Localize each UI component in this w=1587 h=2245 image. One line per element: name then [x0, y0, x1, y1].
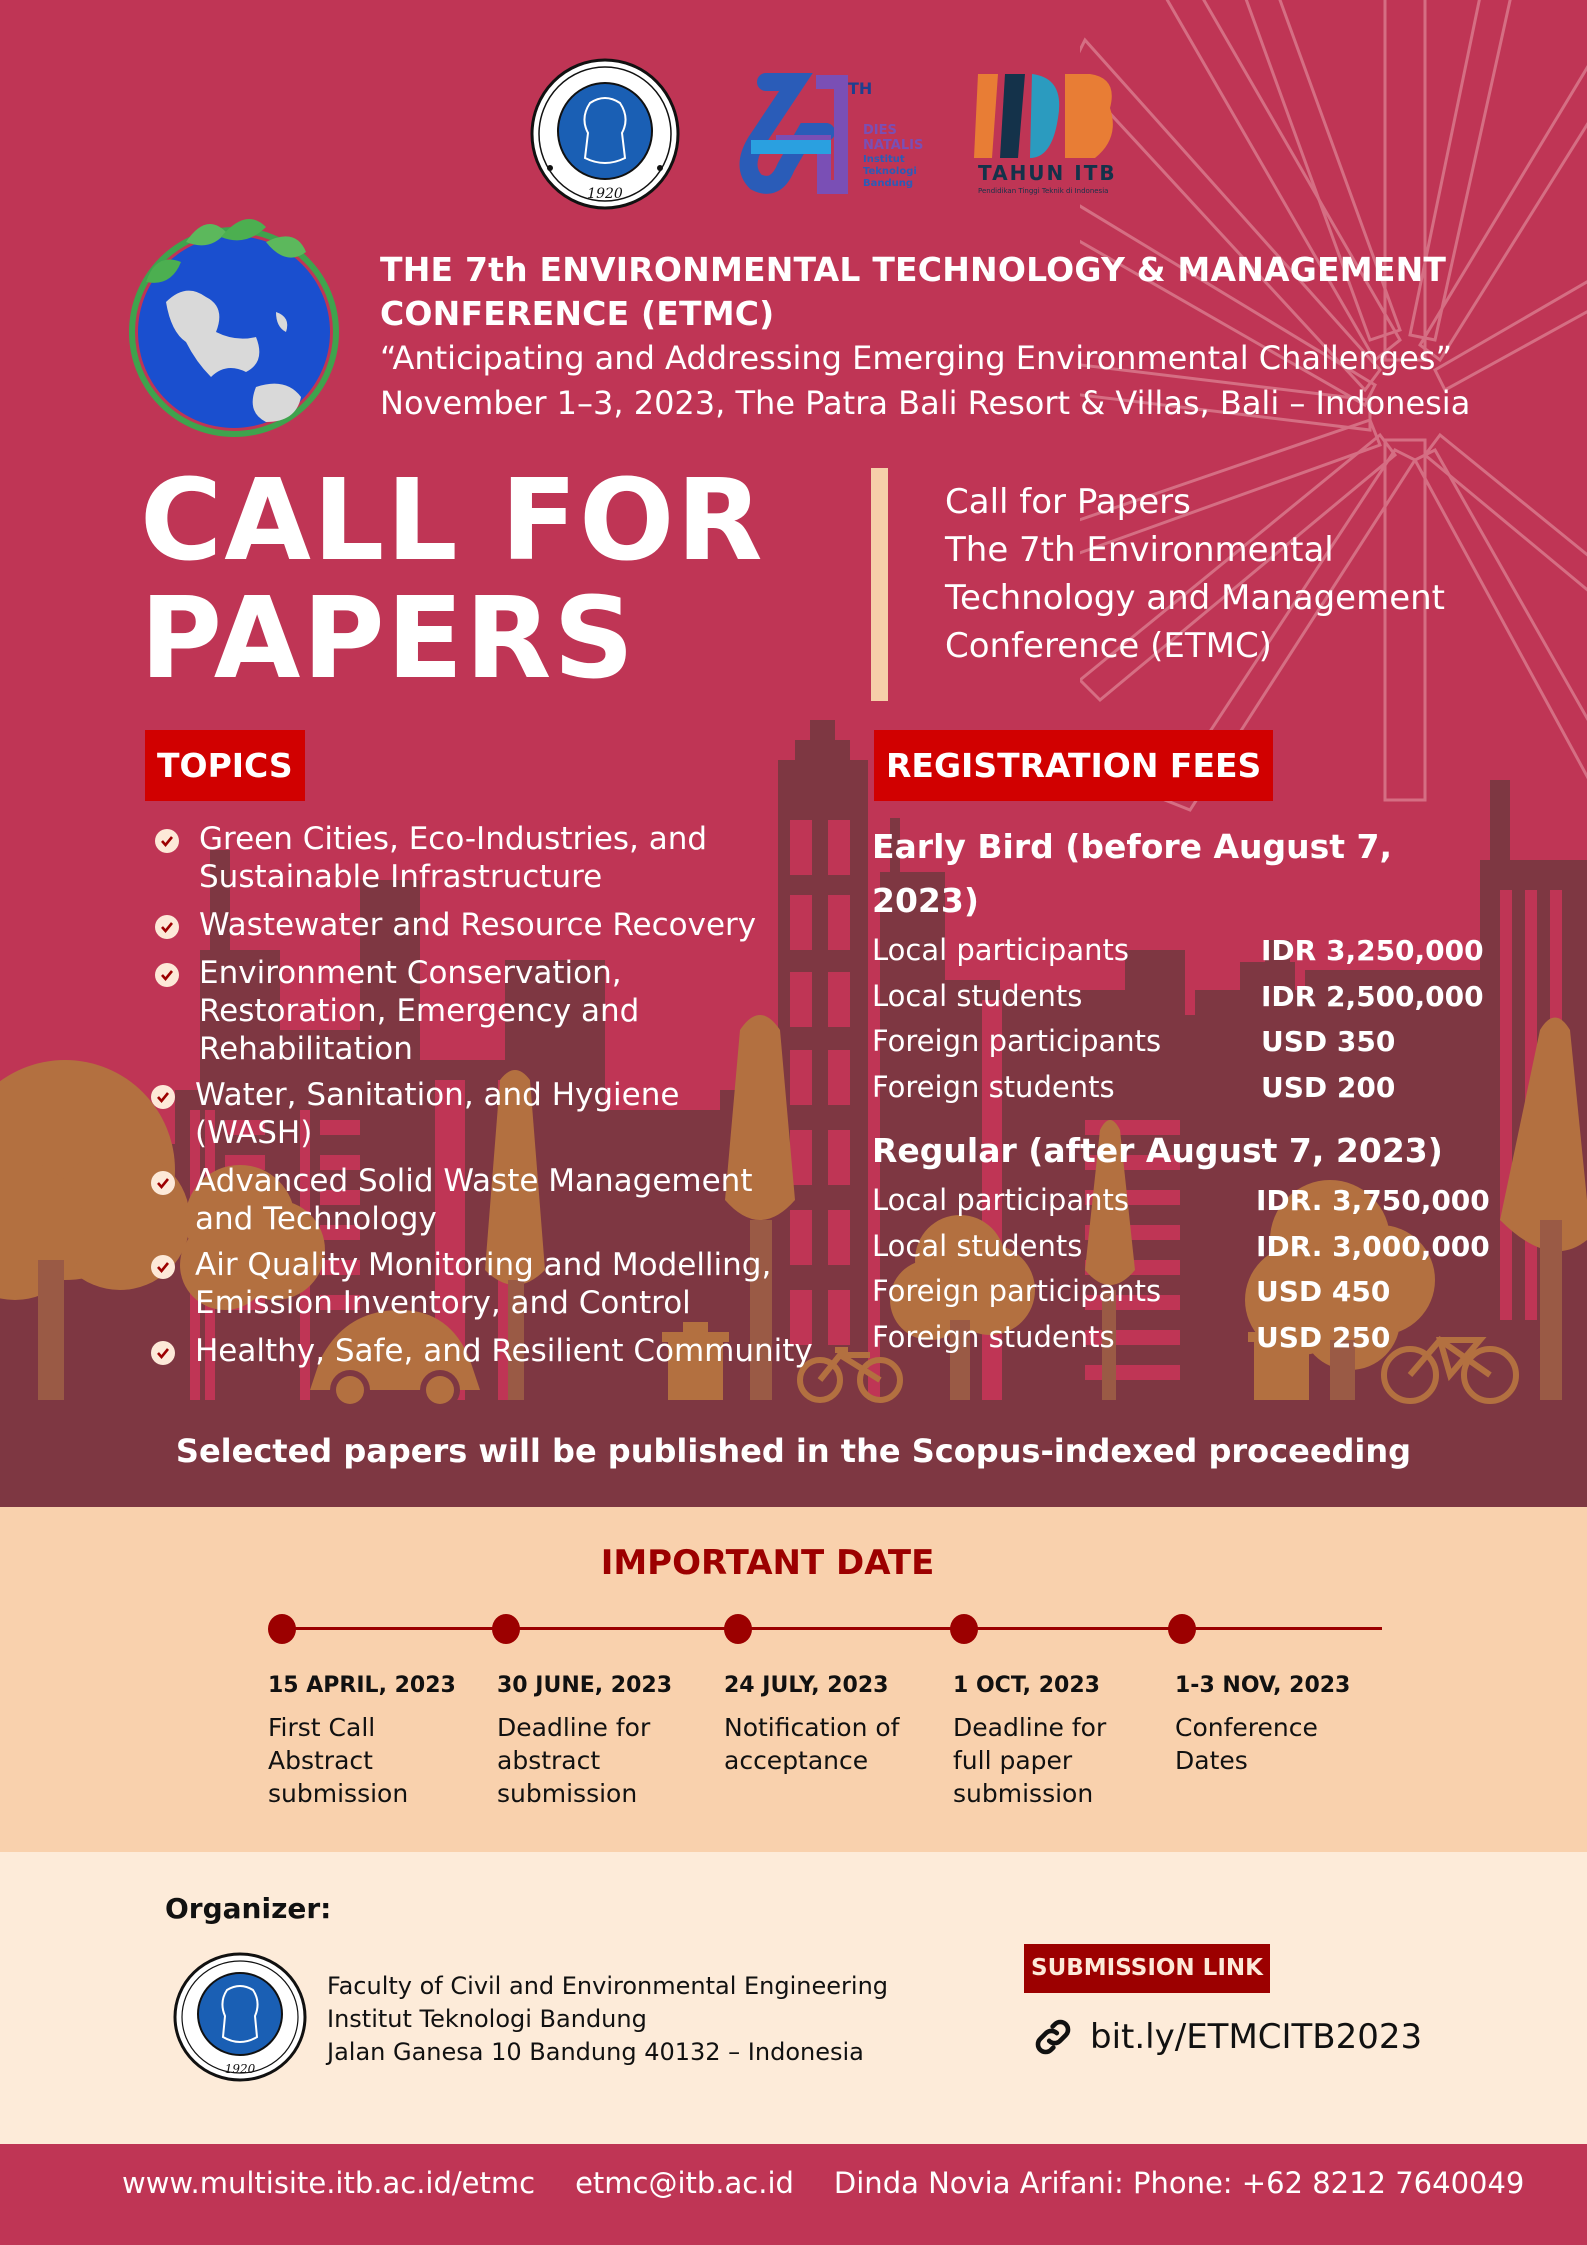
topic-item: Wastewater and Resource Recovery — [155, 906, 855, 944]
itb-seal-logo — [530, 58, 680, 210]
email-link[interactable]: etmc@itb.ac.id — [575, 2166, 794, 2200]
conference-date-venue: November 1–3, 2023, The Patra Bali Resort & Villas, Bali – Indonesia — [380, 384, 1471, 422]
submission-link[interactable]: bit.ly/ETMCITB2023 — [1028, 2014, 1422, 2060]
topic-item: Environment Conservation, Restoration, Emergency and Rehabilitation — [155, 954, 855, 1068]
dies-natalis-64-logo — [716, 72, 941, 197]
svg-text:Institut: Institut — [863, 154, 905, 165]
check-icon — [155, 963, 179, 987]
globe-icon — [126, 212, 341, 440]
topic-item: Water, Sanitation, and Hygiene (WASH) — [151, 1076, 855, 1152]
check-icon — [151, 1255, 175, 1279]
timeline-dot — [492, 1614, 520, 1644]
conference-title-block — [380, 248, 1560, 426]
svg-text:Teknologi: Teknologi — [863, 166, 917, 177]
organizer-address: Faculty of Civil and Environmental Engineering Institut Teknologi Bandung Jalan Ganesa 10 Bandung 40132 – Indonesia — [327, 1972, 889, 2066]
check-icon — [151, 1171, 175, 1195]
divider-bar — [871, 468, 888, 701]
svg-text:1920: 1920 — [587, 186, 623, 202]
fee-row: Foreign participants USD 450 — [872, 1274, 1391, 1308]
itb-103-years-logo — [970, 68, 1120, 198]
svg-text:DIES: DIES — [863, 123, 897, 138]
contact-phone: Dinda Novia Arifani: Phone: +62 8212 7640049 — [833, 2166, 1525, 2200]
timeline-line — [282, 1627, 1382, 1630]
topic-item: Healthy, Safe, and Resilient Community — [151, 1332, 855, 1370]
registration-fees — [872, 820, 1492, 1360]
topic-item: Advanced Solid Waste Management and Technology — [151, 1162, 855, 1238]
conference-title-line2: CONFERENCE (ETMC) — [380, 294, 775, 333]
timeline-item: 24 JULY, 2023 Notification of acceptance — [724, 1673, 900, 1775]
conference-title-line1: THE 7th ENVIRONMENTAL TECHNOLOGY & MANAGEMENT — [380, 250, 1447, 289]
timeline-dot — [268, 1614, 296, 1644]
topic-item: Air Quality Monitoring and Modelling, Emission Inventory, and Control — [151, 1246, 855, 1322]
fee-row: Local participants IDR. 3,750,000 — [872, 1183, 1490, 1217]
important-dates-heading: IMPORTANT DATE — [600, 1543, 935, 1583]
footer-contacts — [122, 2166, 1524, 2200]
topic-item: Green Cities, Eco-Industries, and Sustainable Infrastructure — [155, 820, 855, 896]
svg-text:Pendidikan Tinggi Teknik di In: Pendidikan Tinggi Teknik di Indonesia — [978, 187, 1109, 195]
check-icon — [155, 915, 179, 939]
timeline-dot — [1168, 1614, 1196, 1644]
scopus-note: Selected papers will be published in the Scopus-indexed proceeding — [175, 1432, 1412, 1470]
fee-row: Foreign participants USD 350 — [872, 1024, 1396, 1058]
submission-link-label: SUBMISSION LINK — [1024, 1944, 1270, 1993]
conference-theme: “Anticipating and Addressing Emerging Environmental Challenges” — [380, 339, 1453, 377]
early-bird-title: Early Bird (before August 7, 2023) — [872, 827, 1393, 920]
timeline-item: 15 APRIL, 2023 First Call Abstract submission — [268, 1673, 456, 1808]
topics-heading: TOPICS — [145, 730, 305, 801]
svg-text:NATALIS: NATALIS — [863, 138, 924, 153]
svg-text:Bandung: Bandung — [863, 178, 914, 189]
important-dates-section — [0, 1507, 1587, 1852]
footer — [0, 2144, 1587, 2245]
registration-fees-heading: REGISTRATION FEES — [874, 730, 1273, 801]
timeline-item: 30 JUNE, 2023 Deadline for abstract submission — [497, 1673, 673, 1808]
call-for-papers-headline: CALL FOR PAPERS — [140, 456, 765, 704]
check-icon — [151, 1341, 175, 1365]
svg-text:TAHUN ITB: TAHUN ITB — [978, 161, 1117, 185]
fee-row: Foreign students USD 200 — [872, 1069, 1396, 1104]
check-icon — [151, 1085, 175, 1109]
call-for-papers-subtitle: Call for Papers The 7th Environmental Technology and Management Conference (ETMC) — [945, 482, 1446, 666]
link-icon — [1028, 2014, 1078, 2060]
fee-row: Local students IDR. 3,000,000 — [872, 1228, 1490, 1263]
svg-text:TH: TH — [848, 79, 873, 98]
topics-list — [155, 820, 855, 1370]
fee-row: Foreign students USD 250 — [872, 1319, 1391, 1354]
timeline-item: 1-3 NOV, 2023 Conference Dates — [1175, 1673, 1351, 1775]
fee-row: Local students IDR 2,500,000 — [872, 978, 1484, 1013]
regular-title: Regular (after August 7, 2023) — [872, 1131, 1443, 1170]
svg-text:1920: 1920 — [224, 2062, 256, 2076]
itb-seal-logo — [173, 1952, 307, 2082]
check-icon — [155, 829, 179, 853]
timeline-dot — [950, 1614, 978, 1644]
website-link[interactable]: www.multisite.itb.ac.id/etmc — [122, 2166, 536, 2200]
organizer-label: Organizer: — [165, 1892, 332, 1925]
fee-row: Local participants IDR 3,250,000 — [872, 933, 1484, 967]
timeline-dot — [724, 1614, 752, 1644]
timeline-item: 1 OCT, 2023 Deadline for full paper submission — [953, 1673, 1107, 1808]
organizer-section — [0, 1852, 1587, 2144]
